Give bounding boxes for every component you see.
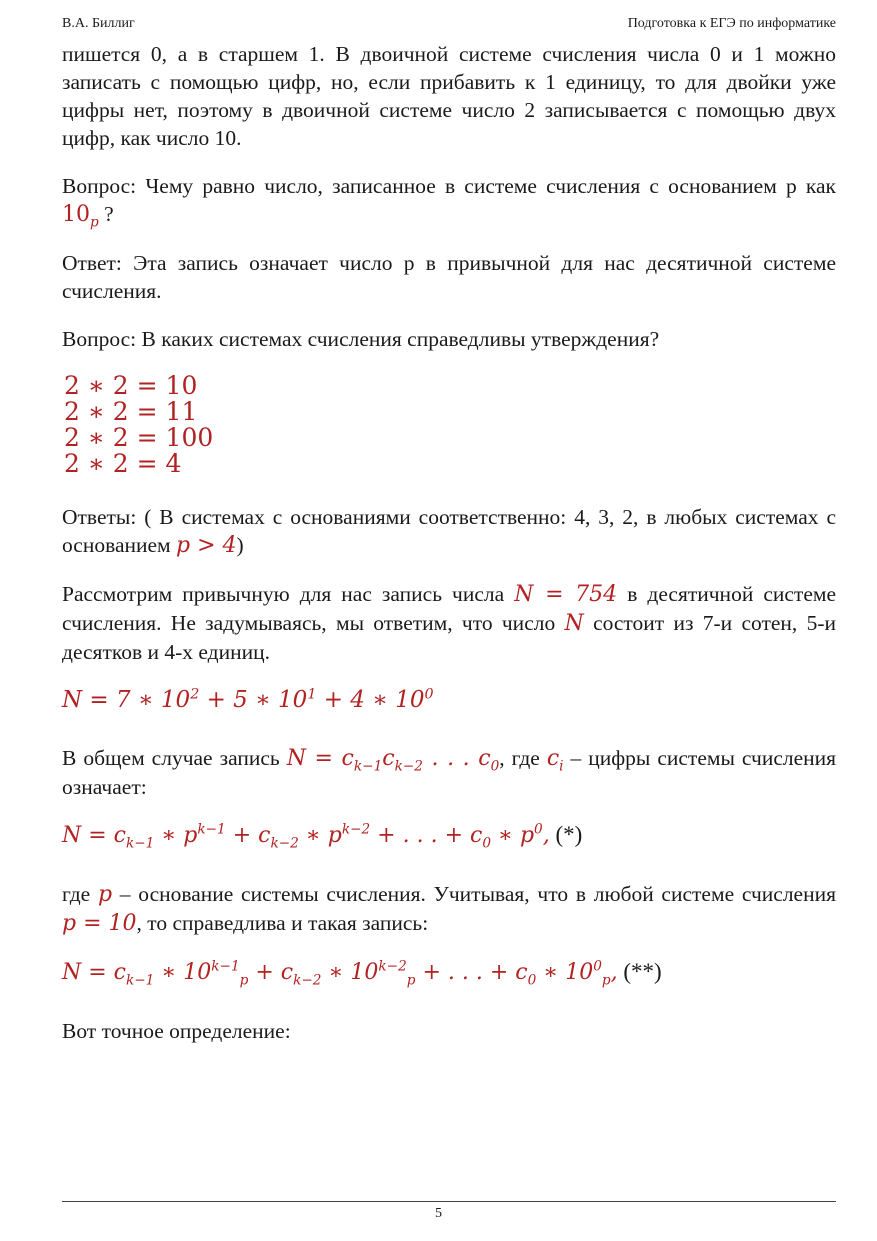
paragraph-binary-intro: пишется 0, а в старшем 1. В двоичной системе счисления числа 0 и 1 можно записать с помощью цифр, но, если прибавить к 1 единицу, то для двойки уже цифры нет, поэтому в двоичной системе число 2 записывается с помощью двух цифр, как число 10. [62,42,836,150]
formula-star-label: (*) [555,822,583,847]
formula-double-star-label: (**) [623,959,662,984]
equation-2: 2 ∗ 2 = 11 [64,397,198,426]
math-digit-string: $N = c_{k-1}c_{k-2}$ . . . $c_0$ [286,746,500,775]
equation-1: 2 ∗ 2 = 10 [64,371,198,400]
paragraph-754: Рассмотрим привычную для нас запись числа N = 754 в десятичной системе счисления. Не задумываясь, мы ответим, что число N состоит из 7-и сотен, 5-и десятков и 4-х единиц. [62,582,837,664]
math-n: N [564,611,584,636]
equation-3: 2 ∗ 2 = 100 [64,423,214,452]
math-p: p [97,882,113,907]
page-content [62,40,836,1065]
paragraph-base: где p – основание системы счисления. Учитывая, что в любой системе счисления p = 10, то справедлива и такая запись: [62,882,836,936]
math-ci: $c_i$ [546,746,564,775]
header-course: Подготовка к ЕГЭ по информатике [627,16,836,31]
math-10p: $10_p$ [62,202,99,231]
math-n-754: N = 754 [514,582,618,607]
answers-paragraph: Ответы: ( В системах с основаниями соответственно: 4, 3, 2, в любых системах с основанием p > 4) [62,505,836,558]
question-10p: Вопрос: Чему равно число, записанное в системе счисления с основанием p как $10_p$ ? [62,174,836,231]
header-author: В.А. Биллиг [62,16,135,31]
footer-divider [62,1201,836,1202]
math-p-eq-10: p = 10 [62,911,137,936]
question-equations: Вопрос: В каких системах счисления справедливы утверждения? [62,327,660,351]
formula-754-expansion: N = 7 ∗ $10^2 + 5$ ∗ $10^1 + 4$ ∗ $10^0$ [62,686,434,713]
paragraph-general-case: В общем случае запись $N = c_{k-1}c_{k-2}$ . . . $c_0$, где $c_i$ – цифры системы счисления означает: [62,746,837,799]
formula-double-star: $N = c_{k-1}$ ∗ $10^{k-1}_p + c_{k-2}$ ∗ $10^{k-2}_p$ + . . . + $c_0$ ∗ $10^0_p$, (**) [62,958,662,989]
answer-10p: Ответ: Эта запись означает число p в привычной для нас десятичной системе счисления. [62,251,836,303]
math-p-gt-4: p > 4 [176,533,237,558]
equation-list [64,373,836,477]
paragraph-definition: Вот точное определение: [62,1019,291,1043]
equation-4: 2 ∗ 2 = 4 [64,449,182,478]
page-number: 5 [435,1206,442,1221]
formula-star: $N = c_{k-1}$ ∗ $p^{k-1} + c_{k-2}$ ∗ $p^{k-2}$ + . . . + $c_0$ ∗ $p^0$, (*) [62,821,583,852]
